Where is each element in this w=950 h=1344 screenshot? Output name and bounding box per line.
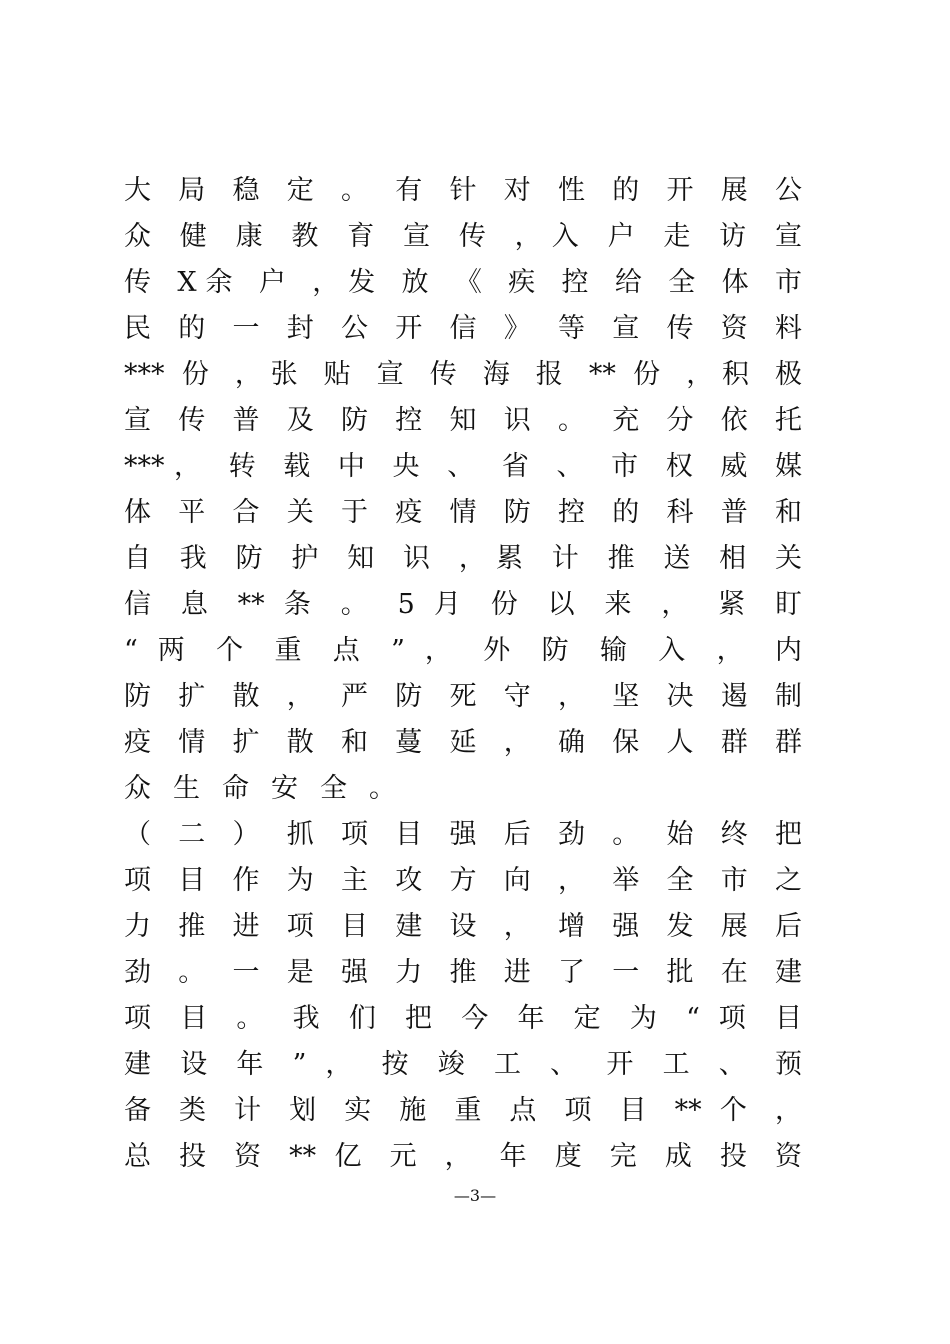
text-line: 建 设 年 ” ， 按 竣 工 、 开 工 、 预 (124, 1049, 802, 1080)
text-line: 自 我 防 护 知 识 ，累 计 推 送 相 关 (124, 543, 802, 574)
text-line: 众 健 康 教 育 宣 传 ，入 户 走 访 宣 (124, 221, 802, 252)
text-line: 疫 情 扩 散 和 蔓 延 ， 确 保 人 群 群 (124, 727, 802, 758)
text-line: 宣 传 普 及 防 控 知 识 。 充 分 依 托 (124, 405, 802, 436)
text-line: 防 扩 散 ， 严 防 死 守 ， 坚 决 遏 制 (124, 681, 802, 712)
text-line-section-heading: （ 二 ） 抓 项 目 强 后 劲 。 始 终 把 (124, 819, 802, 850)
text-line: 项 目 作 为 主 攻 方 向 ， 举 全 市 之 (124, 865, 802, 896)
text-line: 民 的 一 封 公 开 信 》 等 宣 传 资 料 (124, 313, 802, 344)
text-line: 劲 。 一 是 强 力 推 进 了 一 批 在 建 (124, 957, 802, 988)
body-text (124, 168, 802, 1180)
text-line: ***， 转 载 中 央 、 省 、 市 权 威 媒 (124, 451, 802, 482)
text-line: “ 两 个 重 点 ” ， 外 防 输 入 ， 内 (124, 635, 802, 666)
text-line: 项 目 。 我 们 把 今 年 定 为 “ 项 目 (124, 1003, 802, 1034)
text-line: 大 局 稳 定 。 有 针 对 性 的 开 展 公 (124, 175, 802, 206)
text-line: 力 推 进 项 目 建 设 ， 增 强 发 展 后 (124, 911, 802, 942)
text-line-paragraph-end: 众生命安全。 (124, 773, 418, 804)
text-line: 体 平 合 关 于 疫 情 防 控 的 科 普 和 (124, 497, 802, 528)
text-line: 总 投 资 ** 亿 元 ， 年 度 完 成 投 资 (124, 1141, 802, 1172)
text-line: 信 息 ** 条 。 5 月 份 以 来 ， 紧 盯 (124, 589, 802, 620)
text-line: *** 份 ，张 贴 宣 传 海 报 ** 份 ，积 极 (124, 359, 802, 390)
page-number: —3— (453, 1186, 497, 1205)
text-line: 备 类 计 划 实 施 重 点 项 目 ** 个 ， (124, 1095, 802, 1126)
text-line: 传 X余 户 ，发 放 《 疾 控 给 全 体 市 (124, 267, 802, 298)
